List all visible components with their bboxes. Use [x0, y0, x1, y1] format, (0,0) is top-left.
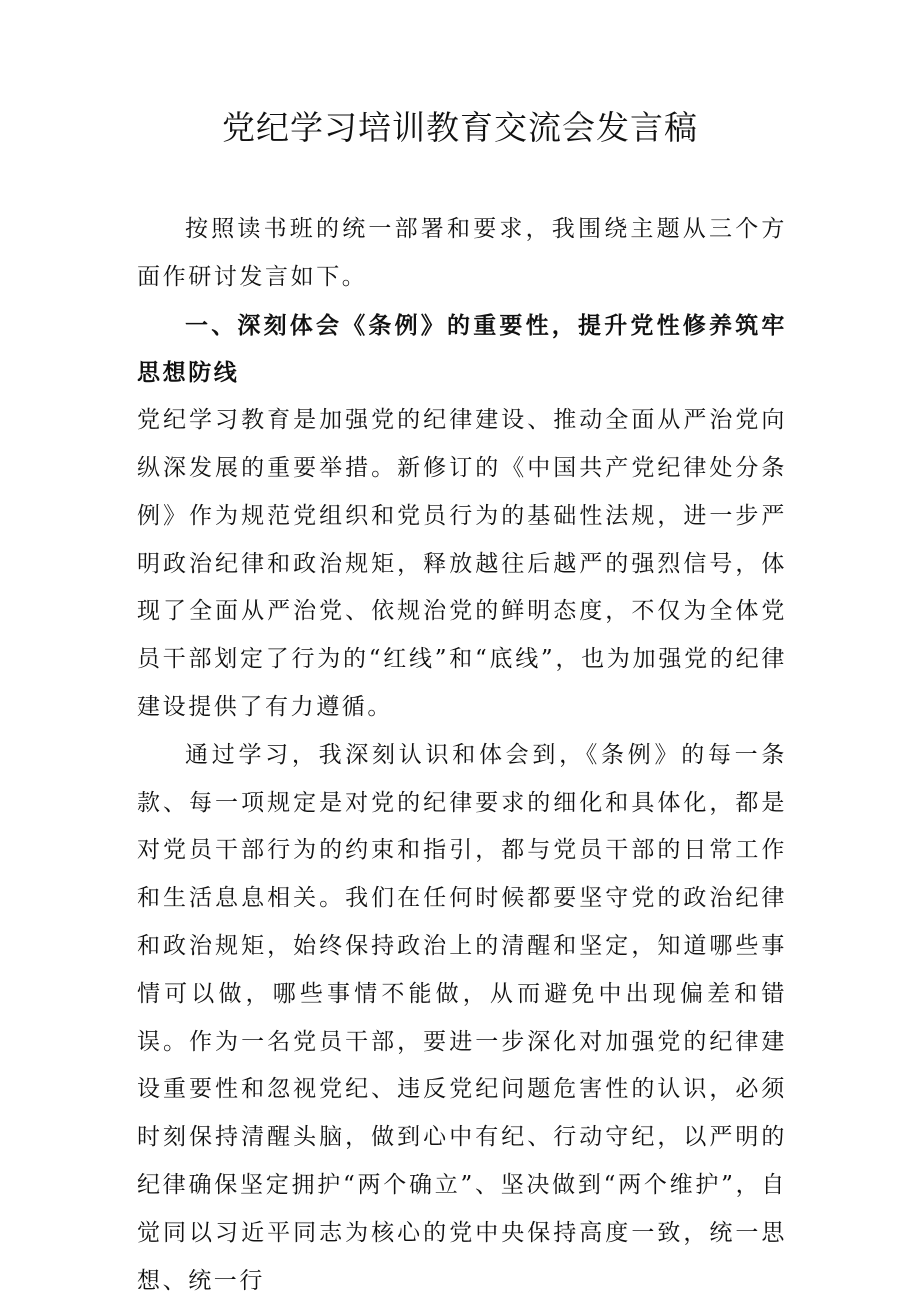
section-heading-1: 一、深刻体会《条例》的重要性，提升党性修养筑牢思想防线: [137, 311, 787, 387]
body-paragraph-1: 党纪学习教育是加强党的纪律建设、推动全面从严治党向纵深发展的重要举措。新修订的《中国共产党纪律处分条例》作为规范党组织和党员行为的基础性法规，进一步严明政治纪律和政治规矩，释放越往后越严的强烈信号，体现了全面从严治党、依规治党的鲜明态度，不仅为全体党员干部划定了行为的“红线”和“底线”，也为加强党的纪律建设提供了有力遵循。: [137, 407, 787, 720]
body-paragraph-2: 通过学习，我深刻认识和体会到，《条例》的每一条款、每一项规定是对党的纪律要求的细化和具体化，都是对党员干部行为的约束和指引，都与党员干部的日常工作和生活息息相关。我们在任何时候都要坚守党的政治纪律和政治规矩，始终保持政治上的清醒和坚定，知道哪些事情可以做，哪些事情不能做，从而避免中出现偏差和错误。作为一名党员干部，要进一步深化对加强党的纪律建设重要性和忽视党纪、违反党纪问题危害性的认识，必须时刻保持清醒头脑，做到心中有纪、行动守纪，以严明的纪律确保坚定拥护“两个确立”、坚决做到“两个维护”，自觉同以习近平同志为核心的党中央保持高度一致，统一思想、统一行: [137, 741, 787, 1294]
intro-paragraph: 按照读书班的统一部署和要求，我围绕主题从三个方面作研讨发言如下。: [137, 216, 787, 290]
document-body: [137, 206, 787, 1305]
document-title: 党纪学习培训教育交流会发言稿: [222, 108, 698, 147]
